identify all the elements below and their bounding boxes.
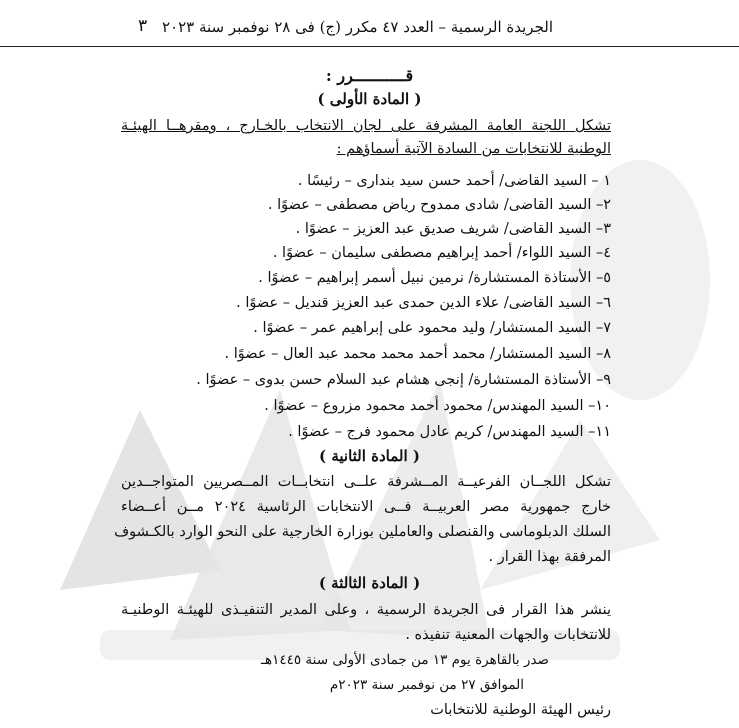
article1-heading: ( المادة الأولى ) bbox=[317, 90, 422, 108]
article1-line: تشكل اللجنة العامة المشرفة على لجان الانتخاب بالخـارج ، ومقرهــا الهيئـة bbox=[121, 118, 611, 134]
member-item: ١٠– السيد المهندس/ محمود أحمد محمود مزروع – عضوًا . bbox=[264, 398, 611, 414]
article3-heading: ( المادة الثالثة ) bbox=[318, 574, 421, 592]
article2-line: خارج جمهورية مصر العربيــة فــى الانتخابات الرئاسية ٢٠٢٤ مــن أعــضاء bbox=[121, 499, 611, 515]
member-item: ٤– السيد اللواء/ أحمد إبراهيم مصطفى سليمان – عضوًا . bbox=[272, 245, 611, 261]
member-item: ٦– السيد القاضى/ علاء الدين حمدى عبد العزيز قنديل – عضوًا . bbox=[236, 295, 611, 311]
article2-line: تشكل اللجــان الفرعيــة المــشرفة علــى انتخابــات المــصريين المتواجــدين bbox=[121, 474, 611, 490]
issued-date-gregorian: الموافق ٢٧ من نوفمبر سنة ٢٠٢٣م bbox=[329, 677, 524, 693]
member-item: ٣– السيد القاضى/ شريف صديق عبد العزيز – عضوًا . bbox=[295, 221, 611, 237]
signature-title: رئيس الهيئة الوطنية للانتخابات bbox=[430, 702, 611, 718]
gazette-header bbox=[0, 14, 739, 47]
article2-line: المرفقة بهذا القرار . bbox=[488, 549, 611, 565]
member-item: ١ – السيد القاضى/ أحمد حسن سيد بندارى – رئيسًا . bbox=[297, 173, 611, 189]
decision-heading: قـــــــــــرر : bbox=[325, 66, 414, 85]
member-item: ٨– السيد المستشار/ محمد أحمد محمد محمد عبد العال – عضوًا . bbox=[224, 346, 611, 362]
member-item: ٧– السيد المستشار/ وليد محمود على إبراهيم عمر – عضوًا . bbox=[253, 320, 611, 336]
member-item: ١١– السيد المهندس/ كريم عادل محمود فرج – عضوًا . bbox=[288, 424, 611, 440]
member-item: ٩– الأستاذة المستشارة/ إنجى هشام عبد السلام حسن بدوى – عضوًا . bbox=[196, 372, 611, 388]
article2-line: السلك الدبلوماسى والقنصلى والعاملين بوزارة الخارجية على النحو الوارد بالكـشوف bbox=[114, 524, 611, 540]
issued-date-hijri: صدر بالقاهرة يوم ١٣ من جمادى الأولى سنة ١٤٤٥هـ bbox=[261, 652, 549, 668]
article2-heading: ( المادة الثانية ) bbox=[319, 447, 420, 465]
page-number: ٣ bbox=[138, 16, 148, 36]
member-item: ٢– السيد القاضى/ شادى ممدوح رياض مصطفى – عضوًا . bbox=[267, 197, 611, 213]
article3-line: للانتخابات والجهات المعنية تنفيذه . bbox=[405, 627, 611, 643]
header-title: الجريدة الرسمية – العدد ٤٧ مكرر (ج) فى ٢٨ نوفمبر سنة ٢٠٢٣ bbox=[161, 18, 553, 36]
article3-line: ينشر هذا القرار فى الجريدة الرسمية ، وعلى المدير التنفيـذى للهيئـة الوطنيـة bbox=[121, 602, 611, 618]
member-item: ٥– الأستاذة المستشارة/ نرمين نبيل أسمر إبراهيم – عضوًا . bbox=[258, 270, 611, 286]
article1-line: الوطنية للانتخابات من السادة الآتية أسماؤهم : bbox=[336, 141, 611, 157]
